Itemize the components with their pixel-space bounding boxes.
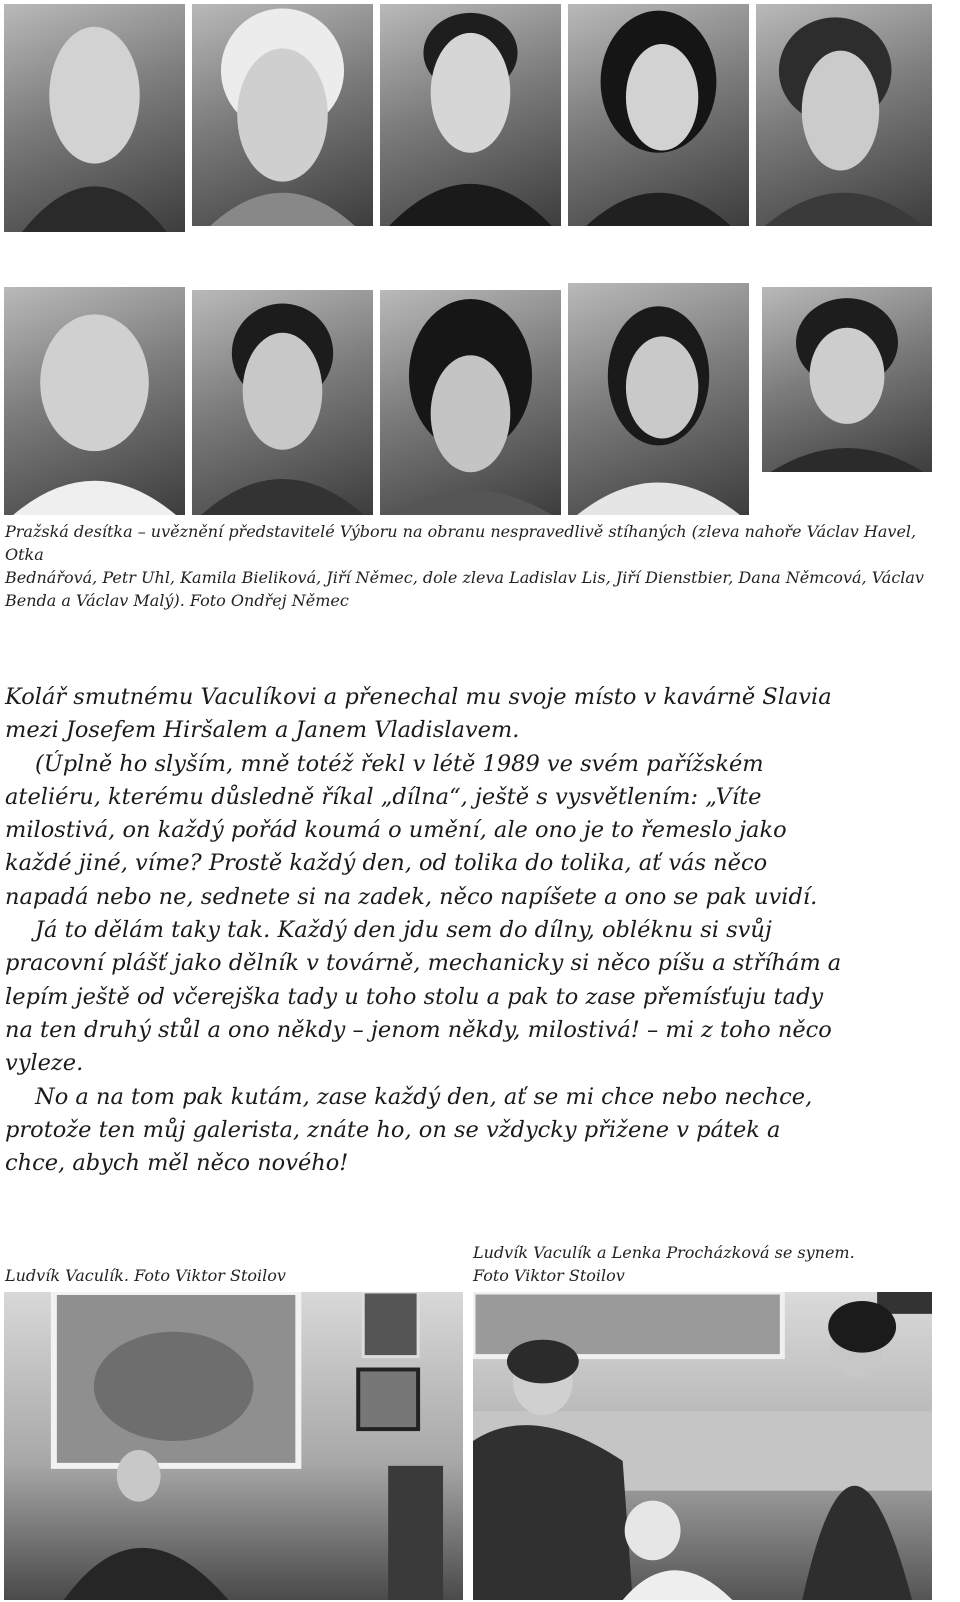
portrait-silhouette — [192, 290, 373, 515]
portrait-silhouette — [568, 283, 749, 515]
portraits-caption-line2: Bednářová, Petr Uhl, Kamila Bieliková, Jiří Němec, dole zleva Ladislav Lis, Jiří Dienstbier, Dana Němcová, Václav — [5, 568, 924, 587]
portrait-havel — [4, 4, 185, 232]
portrait-bednarova — [192, 4, 373, 226]
body-paragraph-4: No a na tom pak kutám, zase každý den, ať se mi chce nebo nechce, protože ten můj galerista, znáte ho, on se vždycky přižene v pátek a chce, abych měl něco nového! — [5, 1083, 813, 1177]
portrait-uhl — [380, 4, 561, 226]
portrait-silhouette — [4, 4, 185, 232]
portrait-silhouette — [568, 4, 749, 226]
portrait-maly — [762, 287, 932, 472]
portrait-silhouette — [192, 4, 373, 226]
portrait-nemec-jiri — [756, 4, 932, 226]
portrait-bielikova — [568, 4, 749, 226]
portrait-silhouette — [762, 287, 932, 472]
body-text — [5, 681, 847, 1180]
portrait-dienstbier — [192, 290, 373, 515]
body-paragraph-2: (Úplně ho slyším, mně totéž řekl v létě 1989 ve svém pařížském ateliéru, kterému důsledně říkal „dílna“, ještě s vysvětlením: „Víte milostivá, on každý pořád koumá o umění, ale ono je to řemeslo jako každé jiné, víme? Prostě každý den, od tolika do tolika, ať vás něco napadá nebo ne, sednete si na zadek, něco napíšete a ono se pak uvidí. — [5, 750, 818, 910]
photo-right-caption — [473, 1241, 943, 1287]
photo-right-caption-line2: Foto Viktor Stoilov — [473, 1266, 625, 1285]
portrait-silhouette — [756, 4, 932, 226]
portraits-caption-line3: Benda a Václav Malý). Foto Ondřej Němec — [5, 591, 349, 610]
interior-scene — [4, 1292, 463, 1600]
portrait-benda — [568, 283, 749, 515]
portraits-caption-line1: Pražská desítka – uvěznění představitelé Výboru na obranu nespravedlivě stíhaných (zleva nahoře Václav Havel, Otka — [5, 522, 917, 564]
portrait-nemcova — [380, 290, 561, 515]
portraits-caption — [5, 520, 935, 612]
photo-vaculik — [4, 1292, 463, 1600]
body-paragraph-3: Já to dělám taky tak. Každý den jdu sem do dílny, obléknu si svůj pracovní plášť jako dělník v továrně, mechanicky si něco píšu a stříhám a lepím ještě od včerejška tady u toho stolu a pak to zase přemísťuju tady na ten druhý stůl a ono někdy – jenom někdy, milostivá! – mi z toho něco vyleze. — [5, 917, 842, 1077]
portrait-silhouette — [4, 287, 185, 515]
portrait-silhouette — [380, 4, 561, 226]
body-paragraph-1: Kolář smutnému Vaculíkovi a přenechal mu svoje místo v kavárně Slavia mezi Josefem Hiršalem a Janem Vladislavem. — [5, 684, 832, 744]
portrait-lis — [4, 287, 185, 515]
portrait-silhouette — [380, 290, 561, 515]
photo-left-caption: Ludvík Vaculík. Foto Viktor Stoilov — [5, 1266, 286, 1285]
interior-scene — [473, 1292, 932, 1600]
photo-vaculik-prochazkova — [473, 1292, 932, 1600]
photo-right-caption-line1: Ludvík Vaculík a Lenka Procházková se synem. — [473, 1243, 855, 1262]
